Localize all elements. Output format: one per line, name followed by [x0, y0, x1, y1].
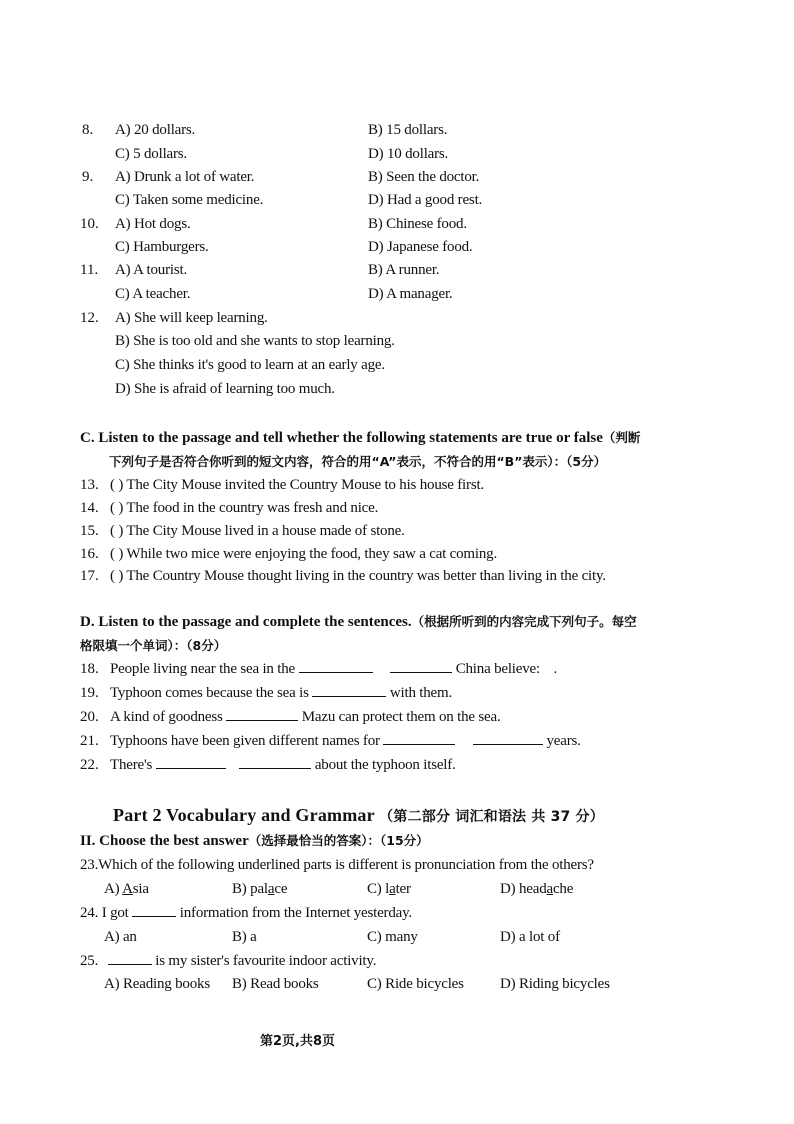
answer-blank[interactable]: [299, 660, 373, 673]
statement-item: ( ) The City Mouse invited the Country Mouse to his house first.: [110, 477, 484, 493]
question-text: Which of the following underlined parts is different is pronunciation from the others?: [98, 857, 594, 873]
option-b: B) a: [232, 929, 257, 945]
option-b: B) Seen the doctor.: [368, 169, 480, 185]
fill-in-sentence: [110, 684, 452, 702]
question-text: information from the Internet yesterday.: [179, 905, 412, 921]
answer-blank[interactable]: [312, 684, 386, 697]
sentence-part: A kind of goodness: [110, 709, 223, 725]
question-number: 25.: [80, 953, 99, 969]
section-ii-heading: [80, 832, 429, 850]
option-d: D) A manager.: [368, 286, 453, 302]
option-text: ter: [395, 881, 411, 897]
section-d-instruction: [80, 637, 226, 655]
option-d: [500, 880, 573, 898]
option-d: D) Riding bicycles: [500, 976, 610, 992]
option-text: sia: [132, 881, 149, 897]
question-number: 18.: [80, 661, 99, 677]
part2-title: [113, 805, 604, 826]
statement-item: ( ) The food in the country was fresh and nice.: [110, 500, 379, 516]
option-c: [367, 880, 411, 898]
question-number: 21.: [80, 733, 99, 749]
question-number: 14.: [80, 500, 99, 516]
question-number: 23.: [80, 857, 99, 873]
option-d: D) She is afraid of learning too much.: [115, 381, 335, 397]
sentence-part: There's: [110, 757, 153, 773]
option-label: C) l: [367, 881, 390, 897]
section-d-heading: [80, 613, 637, 631]
option-label: B) pal: [232, 881, 268, 897]
sentence-part: China believe:: [455, 661, 540, 677]
question-stem: [80, 952, 376, 970]
answer-blank[interactable]: [132, 904, 176, 917]
fill-in-sentence: [110, 708, 501, 726]
sentence-part: Typhoon comes because the sea is: [110, 685, 309, 701]
question-text: I got: [101, 905, 129, 921]
option-a: A) She will keep learning.: [115, 310, 268, 326]
option-c: C) Hamburgers.: [115, 239, 209, 255]
question-number: 8.: [82, 122, 94, 138]
option-d: D) 10 dollars.: [368, 146, 449, 162]
option-a: A) 20 dollars.: [115, 122, 196, 138]
option-c: C) A teacher.: [115, 286, 191, 302]
question-number: 12.: [80, 310, 99, 326]
section-c-heading-en: C. Listen to the passage and tell whether the following statements are true or false: [80, 430, 603, 446]
question-number: 11.: [80, 262, 99, 278]
statement-item: ( ) While two mice were enjoying the food, they saw a cat coming.: [110, 546, 498, 562]
option-c: C) many: [367, 929, 418, 945]
section-c-instruction-cn: 下列句子是否符合你听到的短文内容，符合的用“A”表示，不符合的用“B”表示）：（5分）: [109, 454, 607, 469]
option-a: A) Hot dogs.: [115, 216, 191, 232]
option-c: C) Taken some medicine.: [115, 192, 264, 208]
underlined-part: A: [122, 881, 133, 897]
question-number: 9.: [82, 169, 94, 185]
option-c: C) Ride bicycles: [367, 976, 464, 992]
question-text: is my sister's favourite indoor activity.: [155, 953, 377, 969]
section-d-heading-cn: （根据所听到的内容完成下列句子。每空: [411, 614, 637, 629]
section-c-heading-cn: （判断: [602, 430, 641, 445]
option-d: D) Japanese food.: [368, 239, 473, 255]
question-number: 22.: [80, 757, 99, 773]
answer-blank[interactable]: [239, 756, 311, 769]
sentence-part: with them.: [389, 685, 453, 701]
option-label: D) head: [500, 881, 547, 897]
section-d-heading-en: D. Listen to the passage and complete the sentences.: [80, 614, 412, 630]
option-a: A) an: [104, 929, 137, 945]
part2-title-cn: （第二部分 词汇和语法 共 37 分）: [379, 809, 604, 825]
underlined-part: a: [546, 881, 553, 897]
section-d-instruction-cn: 格限填一个单词）：（8分）: [80, 638, 227, 653]
sentence-part: years.: [546, 733, 581, 749]
option-a: A) A tourist.: [115, 262, 187, 278]
option-a: [104, 880, 149, 898]
sentence-part: Mazu can protect them on the sea.: [301, 709, 501, 725]
option-b: B) She is too old and she wants to stop learning.: [115, 333, 395, 349]
answer-blank[interactable]: [108, 952, 152, 965]
answer-blank[interactable]: [156, 756, 226, 769]
question-number: 13.: [80, 477, 99, 493]
option-b: B) Chinese food.: [368, 216, 467, 232]
statement-item: ( ) The Country Mouse thought living in the country was better than living in the city.: [110, 568, 606, 584]
option-d: D) Had a good rest.: [368, 192, 483, 208]
question-number: 24.: [80, 905, 99, 921]
sentence-part: about the typhoon itself.: [314, 757, 456, 773]
option-label: A): [104, 881, 123, 897]
section-c-instruction: [109, 453, 606, 471]
answer-blank[interactable]: [390, 660, 452, 673]
option-b: B) Read books: [232, 976, 319, 992]
page-number: 第2页,共8页: [260, 1034, 336, 1049]
sentence-part: People living near the sea in the: [110, 661, 296, 677]
sentence-part: .: [553, 661, 558, 677]
question-number: 15.: [80, 523, 99, 539]
fill-in-sentence: [110, 660, 557, 678]
option-c: C) She thinks it's good to learn at an early age.: [115, 357, 385, 373]
statement-item: ( ) The City Mouse lived in a house made of stone.: [110, 523, 405, 539]
question-number: 10.: [80, 216, 99, 232]
answer-blank[interactable]: [226, 708, 298, 721]
question-number: 19.: [80, 685, 99, 701]
option-b: B) A runner.: [368, 262, 440, 278]
option-a: A) Drunk a lot of water.: [115, 169, 255, 185]
underlined-part: a: [267, 881, 275, 897]
fill-in-sentence: [110, 756, 456, 774]
question-stem: [80, 856, 594, 874]
underlined-part: a: [389, 881, 396, 897]
question-number: 20.: [80, 709, 99, 725]
option-a: A) Reading books: [104, 976, 210, 992]
question-number: 17.: [80, 568, 99, 584]
part2-title-en: Part 2 Vocabulary and Grammar: [113, 805, 375, 825]
option-d: D) a lot of: [500, 929, 560, 945]
fill-in-sentence: [110, 732, 581, 750]
option-text: ce: [274, 881, 288, 897]
option-b: B) 15 dollars.: [368, 122, 448, 138]
section-ii-heading-cn: （选择最恰当的答案）：（15分）: [248, 833, 429, 848]
option-c: C) 5 dollars.: [115, 146, 187, 162]
section-ii-heading-en: II. Choose the best answer: [80, 833, 249, 849]
option-b: [232, 880, 287, 898]
answer-blank[interactable]: [473, 732, 543, 745]
section-c-heading: [80, 429, 640, 447]
option-text: che: [552, 881, 574, 897]
sentence-part: Typhoons have been given different names for: [110, 733, 380, 749]
answer-blank[interactable]: [383, 732, 455, 745]
question-number: 16.: [80, 546, 99, 562]
question-stem: [80, 904, 412, 922]
